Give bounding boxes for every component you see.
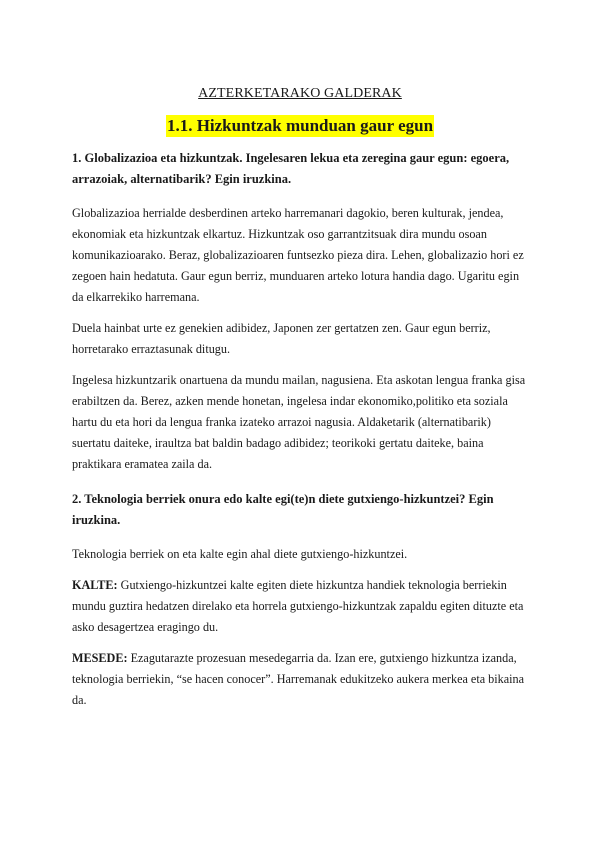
answer-1-paragraph-2: Duela hainbat urte ez genekien adibidez, Japonen zer gertatzen zen. Gaur egun berriz, horretarako erraztasunak ditugu. [72, 321, 491, 356]
answer-2-intro: Teknologia berriek on eta kalte egin ahal diete gutxiengo-hizkuntzei. [72, 547, 408, 561]
benefit-text: Ezagutarazte prozesuan mesedegarria da. Izan ere, gutxiengo hizkuntza izanda, teknologia berriekin, “se hacen conocer”. Harremanak edukitzeko aukera merkea eta bikaina da. [72, 651, 525, 707]
page-title: AZTERKETARAKO GALDERAK [198, 86, 402, 101]
answer-2-benefit [72, 648, 532, 711]
harm-text: Gutxiengo-hizkuntzei kalte egiten diete hizkuntza handiek teknologia berriekin mundu guztira hedatzen direlako eta horrela gutxiengo-hizkuntzak zapaldu egiten dituzte eta asko desagertzea eragingo du. [72, 578, 524, 634]
section-title-highlighted: 1.1. Hizkuntzak munduan gaur egun [166, 116, 434, 135]
document-body [72, 148, 532, 721]
answer-2-harm [72, 575, 532, 638]
harm-label: KALTE: [72, 578, 118, 592]
answer-1-paragraph-1: Globalizazioa herrialde desberdinen arteko harremanari dagokio, beren kulturak, jendea, ekonomiak eta hizkuntzak elkartuz. Hizkuntzak oso garrantzitsuak dira mundu osoan komunikazioarako. Beraz, globalizazioaren funtsezko pieza dira. Lehen, globalizazio hori ez zegoen hain hedatuta. Gaur egun berriz, munduaren arteko lotura handia dago. Ugaritu egin da elkarrekiko harremana. [72, 206, 524, 304]
section-heading [0, 115, 600, 137]
answer-1-paragraph-3: Ingelesa hizkuntzarik onartuena da mundu mailan, nagusiena. Eta askotan lengua franka gisa erabiltzen da. Berez, azken mende honetan, ingelesa indar ekonomiko,politiko eta soziala hartu du eta hori da lengua franka izateko arrazoi nagusia. Aldaketarik (alternatibarik) suertatu daiteke, iraultza bat baldin badago adibidez; teorikoki gertatu daiteke, baina praktikara eramatea zaila da. [72, 373, 526, 471]
question-2: 2. Teknologia berriek onura edo kalte egi(te)n diete gutxiengo-hizkuntzei? Egin iruzkina. [72, 492, 494, 527]
benefit-label: MESEDE: [72, 651, 128, 665]
question-1: 1. Globalizazioa eta hizkuntzak. Ingelesaren lekua eta zeregina gaur egun: egoera, arrazoiak, alternatibarik? Egin iruzkina. [72, 151, 510, 186]
